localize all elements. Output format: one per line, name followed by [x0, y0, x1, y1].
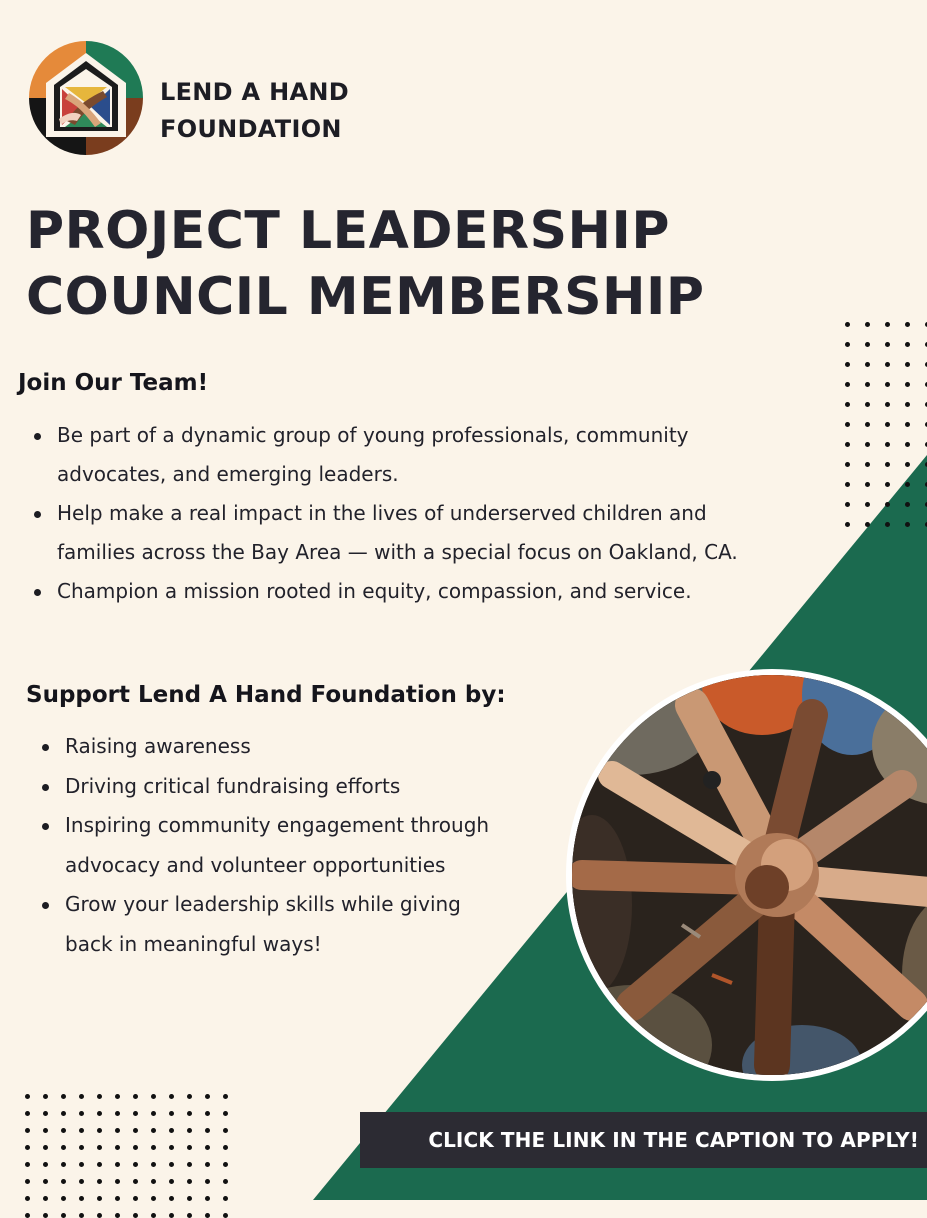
support-heading: Support Lend A Hand Foundation by:	[26, 682, 506, 708]
dot	[885, 342, 890, 347]
dot-pattern-bottom	[25, 1094, 228, 1218]
dot	[905, 442, 910, 447]
dot	[97, 1145, 102, 1150]
dot	[865, 442, 870, 447]
join-heading: Join Our Team!	[18, 370, 209, 396]
dot	[43, 1145, 48, 1150]
list-item-line: families across the Bay Area — with a special focus on Oakland, CA.	[57, 540, 738, 564]
dot	[61, 1162, 66, 1167]
join-list	[32, 416, 832, 611]
dot	[97, 1162, 102, 1167]
dot	[865, 522, 870, 527]
dot	[187, 1111, 192, 1116]
dot	[865, 362, 870, 367]
dot	[223, 1145, 228, 1150]
dot	[865, 382, 870, 387]
dot	[205, 1094, 210, 1099]
dot	[169, 1128, 174, 1133]
dot	[43, 1196, 48, 1201]
dot	[845, 402, 850, 407]
dot	[25, 1128, 30, 1133]
dot	[97, 1196, 102, 1201]
dot	[79, 1094, 84, 1099]
dot	[133, 1213, 138, 1218]
dot	[845, 422, 850, 427]
dot	[133, 1196, 138, 1201]
dot	[25, 1111, 30, 1116]
dot	[885, 522, 890, 527]
dot	[845, 462, 850, 467]
list-item	[40, 885, 560, 964]
dot	[151, 1094, 156, 1099]
dot	[61, 1145, 66, 1150]
list-item	[32, 416, 832, 494]
list-item-line: Raising awareness	[65, 734, 251, 758]
dot	[25, 1162, 30, 1167]
dot	[885, 322, 890, 327]
dot	[79, 1111, 84, 1116]
dot	[865, 422, 870, 427]
dot	[97, 1128, 102, 1133]
dot	[169, 1145, 174, 1150]
dot	[223, 1128, 228, 1133]
dot	[61, 1111, 66, 1116]
dot	[905, 362, 910, 367]
dot	[905, 482, 910, 487]
dot	[79, 1145, 84, 1150]
dot	[133, 1162, 138, 1167]
dot	[905, 462, 910, 467]
dot	[61, 1094, 66, 1099]
dot	[905, 422, 910, 427]
dot	[169, 1196, 174, 1201]
dot	[43, 1213, 48, 1218]
dot	[43, 1094, 48, 1099]
list-item	[32, 572, 832, 611]
list-item	[32, 494, 832, 572]
dot	[845, 482, 850, 487]
dot	[115, 1196, 120, 1201]
list-item-line: Driving critical fundraising efforts	[65, 773, 401, 798]
dot	[25, 1145, 30, 1150]
dot	[885, 442, 890, 447]
dot	[97, 1179, 102, 1184]
dot	[223, 1213, 228, 1218]
dot	[845, 382, 850, 387]
dot	[115, 1145, 120, 1150]
dot	[115, 1111, 120, 1116]
dot	[223, 1196, 228, 1201]
apply-cta-banner[interactable]: CLICK THE LINK IN THE CAPTION TO APPLY!	[360, 1112, 927, 1168]
dot	[169, 1094, 174, 1099]
dot	[205, 1196, 210, 1201]
dot	[885, 362, 890, 367]
dot	[79, 1162, 84, 1167]
dot	[169, 1162, 174, 1167]
dot	[187, 1145, 192, 1150]
dot	[223, 1111, 228, 1116]
dot	[133, 1128, 138, 1133]
dot	[61, 1128, 66, 1133]
dot	[187, 1179, 192, 1184]
dot	[79, 1196, 84, 1201]
dot	[205, 1128, 210, 1133]
dot	[79, 1179, 84, 1184]
dot	[133, 1111, 138, 1116]
dot	[845, 522, 850, 527]
dot	[905, 402, 910, 407]
dot	[151, 1128, 156, 1133]
dot	[187, 1196, 192, 1201]
dot	[885, 382, 890, 387]
dot	[865, 402, 870, 407]
dot	[115, 1179, 120, 1184]
dot	[169, 1213, 174, 1218]
dot	[151, 1145, 156, 1150]
dot	[115, 1213, 120, 1218]
dot	[151, 1196, 156, 1201]
dot	[25, 1196, 30, 1201]
dot	[885, 402, 890, 407]
dot	[865, 482, 870, 487]
dot	[845, 502, 850, 507]
list-item-line: Champion a mission rooted in equity, compassion, and service.	[57, 579, 692, 603]
dot	[151, 1111, 156, 1116]
dot	[205, 1162, 210, 1167]
dot	[25, 1213, 30, 1218]
dot	[187, 1094, 192, 1099]
dot	[79, 1213, 84, 1218]
dot	[61, 1196, 66, 1201]
dot	[97, 1094, 102, 1099]
list-item	[40, 767, 560, 807]
dot	[25, 1094, 30, 1099]
dot	[205, 1179, 210, 1184]
list-item-line: Help make a real impact in the lives of underserved children and	[57, 501, 707, 525]
foundation-logo-icon	[29, 41, 143, 155]
dot	[61, 1179, 66, 1184]
dot	[865, 462, 870, 467]
dot	[43, 1111, 48, 1116]
dot	[885, 502, 890, 507]
dot	[865, 342, 870, 347]
dot	[223, 1094, 228, 1099]
dot	[133, 1179, 138, 1184]
dot	[187, 1128, 192, 1133]
dot	[97, 1111, 102, 1116]
list-item	[40, 806, 560, 885]
page-title-line1: PROJECT LEADERSHIP	[26, 201, 671, 261]
list-item-line: advocates, and emerging leaders.	[57, 462, 399, 486]
list-item-line: Grow your leadership skills while giving	[65, 892, 461, 916]
dot	[151, 1179, 156, 1184]
dot	[115, 1128, 120, 1133]
list-item-line: advocacy and volunteer opportunities	[65, 852, 446, 877]
dot	[25, 1179, 30, 1184]
dot	[845, 442, 850, 447]
dot	[97, 1213, 102, 1218]
dot	[885, 482, 890, 487]
support-list	[40, 727, 560, 964]
dot	[223, 1162, 228, 1167]
dot	[905, 382, 910, 387]
organization-name-line1: LEND A HAND	[160, 78, 349, 106]
dot	[151, 1213, 156, 1218]
dot	[223, 1179, 228, 1184]
dot	[115, 1162, 120, 1167]
list-item-line: back in meaningful ways!	[65, 931, 322, 956]
dot	[133, 1145, 138, 1150]
dot-pattern-top	[845, 322, 927, 527]
dot	[187, 1213, 192, 1218]
dot	[115, 1094, 120, 1099]
dot	[169, 1179, 174, 1184]
dot	[865, 502, 870, 507]
organization-name	[160, 74, 349, 148]
list-item	[40, 727, 560, 767]
dot	[79, 1128, 84, 1133]
dot	[905, 342, 910, 347]
organization-name-line2: FOUNDATION	[160, 115, 342, 143]
dot	[905, 522, 910, 527]
dot	[905, 322, 910, 327]
dot	[845, 342, 850, 347]
dot	[845, 362, 850, 367]
dot	[43, 1162, 48, 1167]
dot	[151, 1162, 156, 1167]
dot	[905, 502, 910, 507]
dot	[169, 1111, 174, 1116]
dot	[43, 1179, 48, 1184]
dot	[205, 1145, 210, 1150]
dot	[885, 462, 890, 467]
page-title	[26, 198, 705, 330]
page-title-line2: COUNCIL MEMBERSHIP	[26, 267, 705, 327]
dot	[885, 422, 890, 427]
dot	[187, 1162, 192, 1167]
dot	[205, 1111, 210, 1116]
dot	[43, 1128, 48, 1133]
dot	[61, 1213, 66, 1218]
dot	[845, 322, 850, 327]
dot	[205, 1213, 210, 1218]
list-item-line: Be part of a dynamic group of young professionals, community	[57, 423, 689, 447]
dot	[865, 322, 870, 327]
list-item-line: Inspiring community engagement through	[65, 813, 490, 837]
dot	[133, 1094, 138, 1099]
